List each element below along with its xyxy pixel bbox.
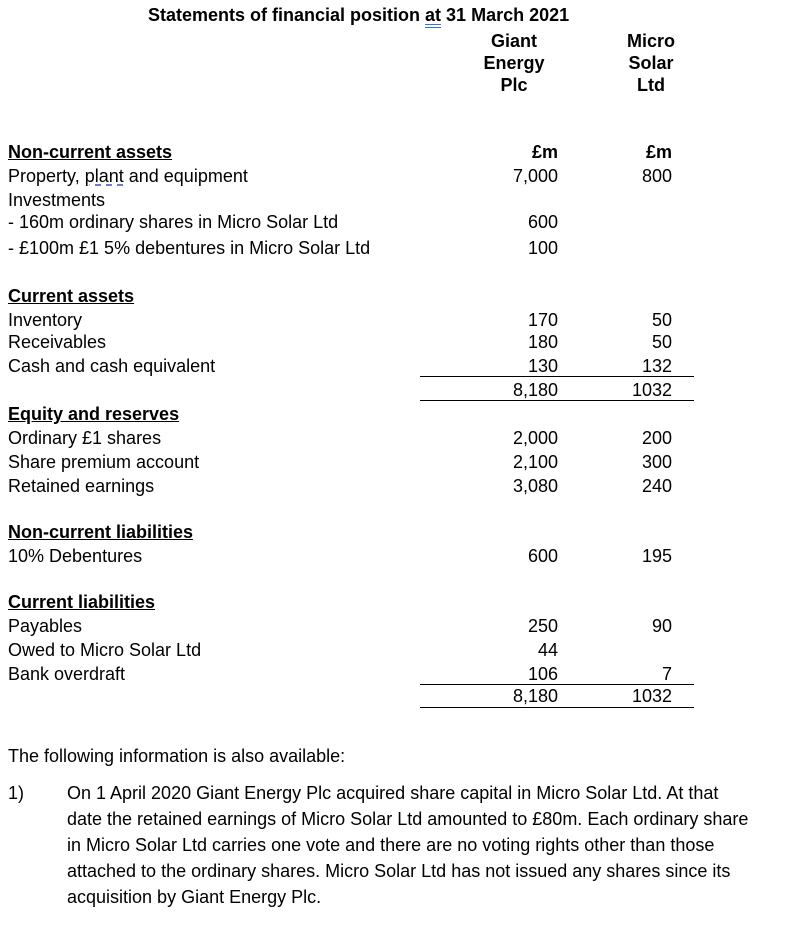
value-ordinary-shares-micro: 200 xyxy=(641,428,672,448)
value-payables-micro: 90 xyxy=(651,616,672,636)
section-heading-non-current-liabilities: Non-current liabilities xyxy=(8,522,194,542)
value-total-assets-micro: 1032 xyxy=(631,380,672,400)
column-heading-giant-energy xyxy=(459,30,569,96)
value-total-assets-giant: 8,180 xyxy=(512,380,558,400)
total-rule-bottom xyxy=(420,400,694,401)
section-heading-equity: Equity and reserves xyxy=(8,404,180,424)
row-label-payables: Payables xyxy=(8,616,83,636)
value-receivables-giant: 180 xyxy=(527,332,558,352)
row-label-debentures: 10% Debentures xyxy=(8,546,143,566)
row-label-receivables: Receivables xyxy=(8,332,107,352)
row-label-bank-overdraft: Bank overdraft xyxy=(8,664,126,684)
row-label-inventory: Inventory xyxy=(8,310,83,330)
row-label-ppe xyxy=(8,165,248,187)
column-heading-micro-solar xyxy=(596,30,706,96)
value-investment-shares-giant: 600 xyxy=(527,212,558,232)
note-number: 1) xyxy=(8,783,25,803)
row-label-ordinary-shares: Ordinary £1 shares xyxy=(8,428,162,448)
row-label-investment-debentures: - £100m £1 5% debentures in Micro Solar Ltd xyxy=(8,238,371,258)
column-heading-line: Plc xyxy=(500,75,528,95)
column-heading-line: Energy xyxy=(483,53,545,73)
column-heading-line: Micro xyxy=(626,31,675,51)
unit-label-giant: £m xyxy=(531,142,558,162)
value-payables-giant: 250 xyxy=(527,616,558,636)
info-intro: The following information is also available: xyxy=(8,746,346,766)
row-label-part: and equipment xyxy=(123,166,248,186)
note-text: On 1 April 2020 Giant Energy Plc acquired share capital in Micro Solar Ltd. At that date the retained earnings of Micro Solar Ltd amounted to £80m. Each ordinary share in Micro Solar Ltd carries one vote and there are no voting rights other than those attached to the ordinary shares. Micro Solar Ltd has not issued any shares since its acquisition by Giant Energy Plc. xyxy=(67,783,749,907)
title-text: Statements of financial position xyxy=(148,5,426,25)
value-inventory-giant: 170 xyxy=(527,310,558,330)
value-ordinary-shares-giant: 2,000 xyxy=(512,428,558,448)
value-retained-earnings-micro: 240 xyxy=(641,476,672,496)
value-inventory-micro: 50 xyxy=(651,310,672,330)
title-at-word: at xyxy=(425,5,442,25)
value-receivables-micro: 50 xyxy=(651,332,672,352)
page-title xyxy=(148,4,569,26)
row-label-investments: Investments xyxy=(8,190,106,210)
column-heading-line: Ltd xyxy=(637,75,665,95)
value-ppe-micro: 800 xyxy=(641,166,672,186)
row-label-part-flagged: plant xyxy=(84,166,124,186)
row-label-owed-to-micro-solar: Owed to Micro Solar Ltd xyxy=(8,640,202,660)
value-cash-micro: 132 xyxy=(641,356,672,376)
column-heading-line: Solar xyxy=(628,53,674,73)
total-rule-top xyxy=(420,376,694,377)
value-debentures-giant: 600 xyxy=(527,546,558,566)
row-label-investment-shares: - 160m ordinary shares in Micro Solar Ltd xyxy=(8,212,339,232)
value-cash-giant: 130 xyxy=(527,356,558,376)
value-total-liabilities-micro: 1032 xyxy=(631,686,672,706)
row-label-part: Property, xyxy=(8,166,85,186)
title-date: 31 March 2021 xyxy=(441,5,570,25)
value-ppe-giant: 7,000 xyxy=(512,166,558,186)
column-heading-line: Giant xyxy=(490,31,537,51)
section-heading-current-liabilities: Current liabilities xyxy=(8,592,156,612)
value-retained-earnings-giant: 3,080 xyxy=(512,476,558,496)
row-label-cash: Cash and cash equivalent xyxy=(8,356,216,376)
value-debentures-micro: 195 xyxy=(641,546,672,566)
value-share-premium-micro: 300 xyxy=(641,452,672,472)
value-owed-giant: 44 xyxy=(537,640,558,660)
value-overdraft-micro: 7 xyxy=(661,664,672,684)
row-label-share-premium: Share premium account xyxy=(8,452,200,472)
value-total-liabilities-giant: 8,180 xyxy=(512,686,558,706)
value-investment-debentures-giant: 100 xyxy=(527,238,558,258)
row-label-retained-earnings: Retained earnings xyxy=(8,476,155,496)
section-heading-non-current-assets: Non-current assets xyxy=(8,142,173,162)
unit-label-micro: £m xyxy=(645,142,672,162)
section-heading-current-assets: Current assets xyxy=(8,286,135,306)
total-rule-bottom xyxy=(420,707,694,708)
value-share-premium-giant: 2,100 xyxy=(512,452,558,472)
value-overdraft-giant: 106 xyxy=(527,664,558,684)
